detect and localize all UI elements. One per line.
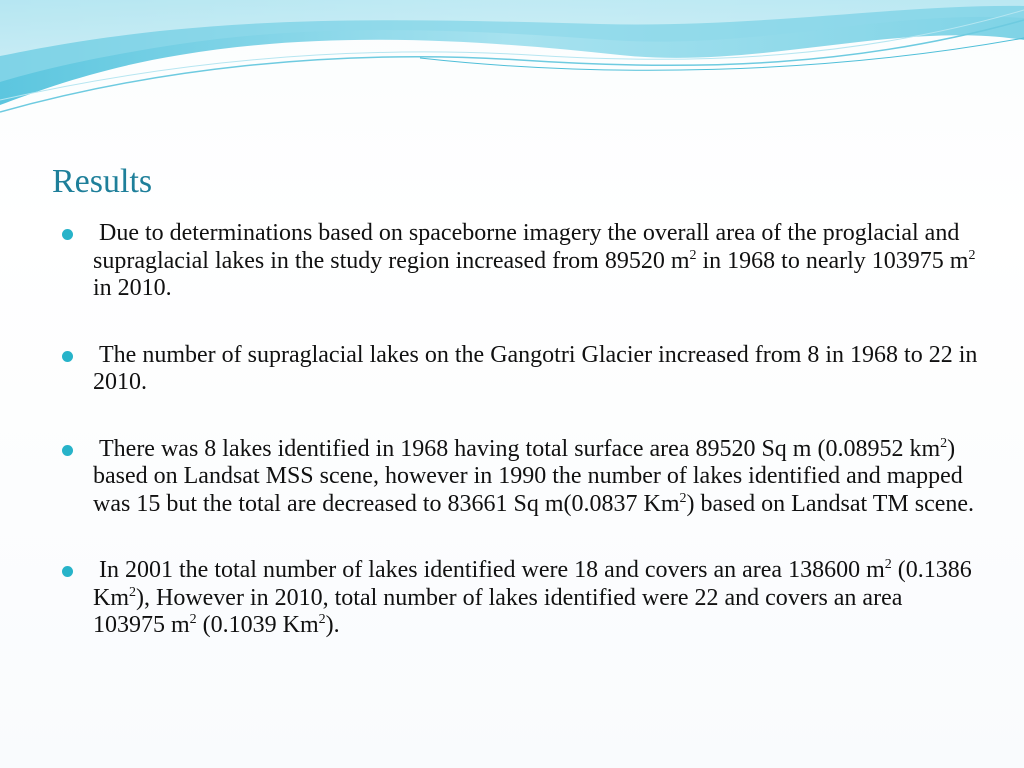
bullet-item	[60, 220, 980, 303]
bullet-text-segment: in 1968 to nearly 103975 m	[696, 247, 969, 274]
wave-header-decoration	[0, 0, 1024, 130]
slide-title: Results	[52, 163, 153, 200]
bullet-text	[93, 341, 984, 397]
bullet-text	[93, 557, 980, 640]
bullet-text-segment: ), However in 2010, total number of lakes identified were 22 and covers an area 103975 m	[93, 584, 909, 638]
superscript: 2	[679, 490, 687, 506]
bullet-text-segment: In 2001 the total number of lakes identified were 18 and covers an area 138600 m	[93, 557, 885, 583]
superscript: 2	[968, 247, 976, 263]
bullet-text	[93, 436, 980, 519]
bullet-text-segment: The number of supraglacial lakes on the Gangotri Glacier increased from 8 in 1968 to 22 in 2010.	[93, 341, 984, 395]
bullet-text-segment: (0.1039 Km	[196, 612, 319, 638]
bullet-item	[60, 436, 980, 519]
bullet-list	[60, 220, 984, 679]
bullet-text-segment: ) based on Landsat MSS scene, however in 1990 the number of lakes identified and mapped was 15 but the total are decreased to 83661 Sq m(0.0837 Km	[93, 435, 969, 517]
bullet-dot-icon	[62, 566, 73, 577]
bullet-dot-icon	[62, 351, 73, 362]
superscript: 2	[884, 557, 892, 572]
bullet-item	[60, 341, 984, 397]
bullet-text-segment: ).	[325, 612, 340, 638]
superscript: 2	[318, 612, 326, 627]
superscript: 2	[129, 584, 136, 600]
bullet-item	[60, 557, 980, 640]
bullet-text-segment: ) based on Landsat TM scene.	[686, 490, 975, 517]
superscript: 2	[189, 612, 197, 627]
bullet-text	[93, 220, 980, 303]
bullet-text-segment: There was 8 lakes identified in 1968 having total surface area 89520 Sq m (0.08952 km	[93, 435, 941, 462]
bullet-dot-icon	[62, 229, 73, 240]
bullet-dot-icon	[62, 445, 73, 456]
superscript: 2	[689, 247, 697, 263]
bullet-text-segment: Due to determinations based on spaceborne imagery the overall area of the proglacial and supraglacial lakes in the study region increased from 89520 m	[93, 220, 966, 274]
superscript: 2	[940, 435, 948, 451]
bullet-text-segment: in 2010.	[93, 247, 982, 301]
bullet-text-segment: (0.1386 Km	[93, 557, 978, 611]
